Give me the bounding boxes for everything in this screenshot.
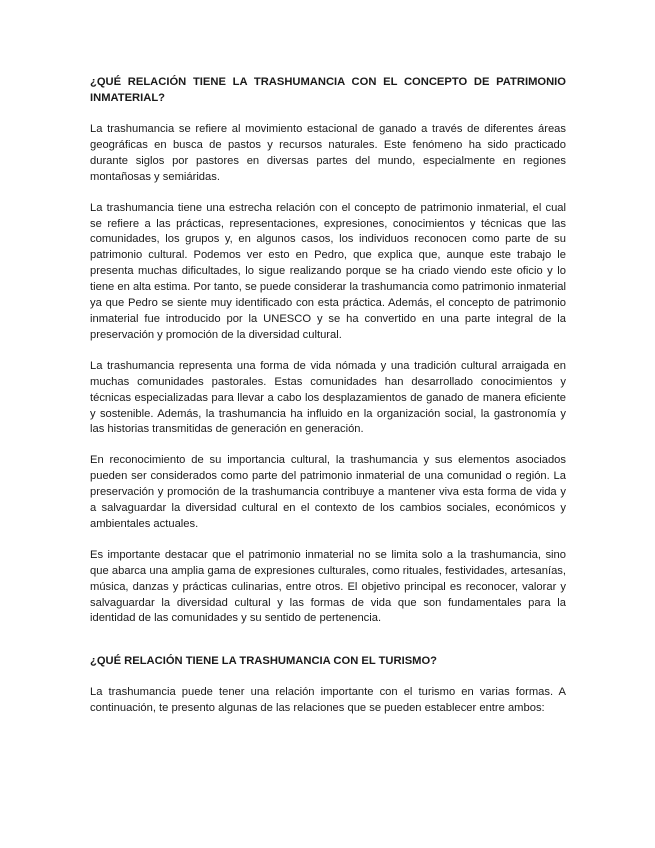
paragraph-importancia: Es importante destacar que el patrimonio inmaterial no se limita solo a la trashumancia, sino que abarca una amplia gama de expresiones culturales, como rituales, festividades, artesanías, música, danzas y prácticas culinarias, entre otros. El objetivo principal es reconocer, valorar y salvaguardar la diversidad cultural y las formas de vida que son fundamentales para la identidad de las comunidades y su sentido de pertenencia. [90,548,566,625]
paragraph-forma-de-vida: La trashumancia representa una forma de vida nómada y una tradición cultural arraigada en muchas comunidades pastorales. Estas comunidades han desarrollado conocimientos y técnicas especializadas para llevar a cabo los desplazamientos de ganado de manera eficiente y sostenible. Además, la trashumancia ha influido en la organización social, la gastronomía y las historias transmitidas de generación en generación. [90,359,566,436]
paragraph-turismo: La trashumancia puede tener una relación importante con el turismo en varias formas. A continuación, te presento algunas de las relaciones que se pueden establecer entre ambos: [90,686,566,715]
paragraph-reconocimiento: En reconocimiento de su importancia cultural, la trashumancia y sus elementos asociados pueden ser considerados como parte del patrimonio inmaterial de una comunidad o región. La preservación y promoción de la trashumancia contribuye a mantener viva esta forma de vida y a salvaguardar la diversidad cultural en el contexto de los cambios sociales, económicos y ambientales actuales. [90,454,566,530]
paragraph-relacion-patrimonio: La trashumancia tiene una estrecha relación con el concepto de patrimonio inmaterial, el cual se refiere a las prácticas, representaciones, expresiones, conocimientos y técnicas que las comunidades, los grupos y, en algunos casos, los individuos reconocen como parte de su patrimonio cultural. Podemos ver esto en Pedro, que explica que, aunque este trabajo le presenta muchas dificultades, lo sigue realizando porque se ha criado viendo este oficio y lo tiene en alta estima. Por tanto, se puede considerar la trashumancia como patrimonio inmaterial ya que Pedro se siente muy identificado con esta práctica. Además, el concepto de patrimonio inmaterial fue introducido por la UNESCO y se ha convertido en una parte integral de la preservación y promoción de la diversidad cultural. [90,201,566,341]
section-heading-patrimonio: ¿QUÉ RELACIÓN TIENE LA TRASHUMANCIA CON EL CONCEPTO DE PATRIMONIO INMATERIAL? [90,76,566,104]
paragraph-definicion: La trashumancia se refiere al movimiento estacional de ganado a través de diferentes áreas geográficas en busca de pastos y recursos naturales. Este fenómeno ha sido practicado durante siglos por pastores en diversas partes del mundo, especialmente en regiones montañosas y semiáridas. [90,123,566,183]
document-page [90,74,566,717]
section-heading-turismo: ¿QUÉ RELACIÓN TIENE LA TRASHUMANCIA CON EL TURISMO? [90,655,438,668]
